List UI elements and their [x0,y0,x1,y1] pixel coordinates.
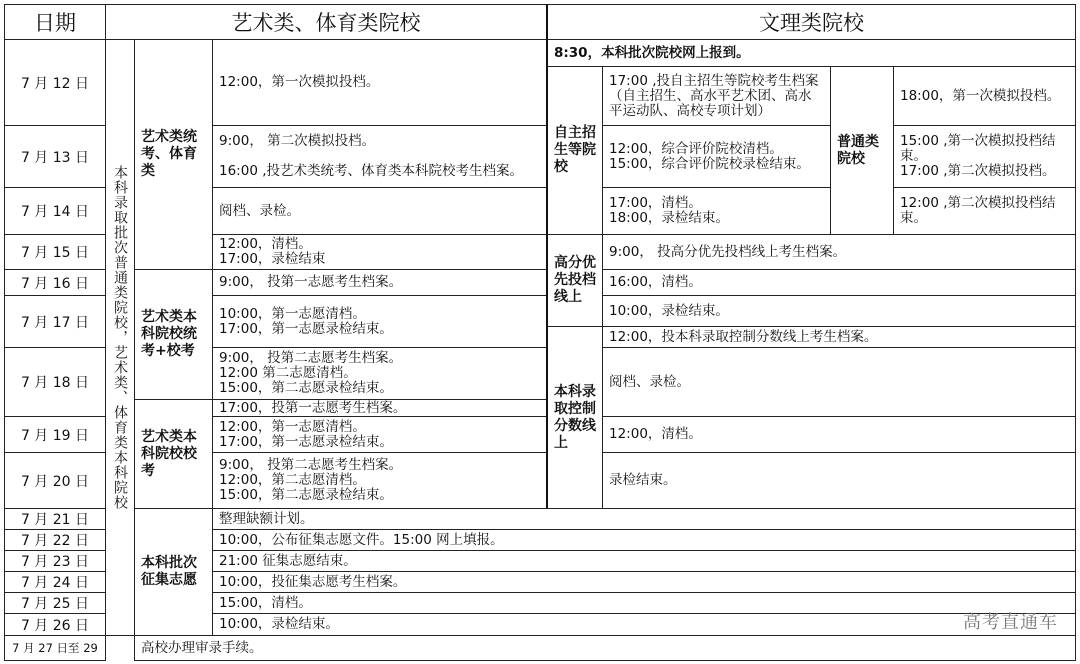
group-label-supplementary: 本科批次征集志愿 [134,508,213,636]
watermark: 高考直通车 [963,612,1058,633]
date-cell: 7 月 22 日 [4,529,106,551]
date-cell: 7 月 21 日 [4,508,106,530]
date-cell: 7 月 19 日 [4,416,106,453]
group-label-art-school-exam: 艺术类本科院校校考 [134,399,213,509]
group-label-art-unified-plus-school: 艺术类本科院校统考+校考 [134,269,213,400]
sci-kongzhi-event: 12:00，投本科录取控制分数线上考生档案。 [602,326,1076,348]
art-event: 10:00，投征集志愿考生档案。 [212,571,1076,593]
sci-kongzhi-event: 12:00，清档。 [602,416,1076,453]
art-event: 10:00，录检结束。 [212,613,1076,636]
art-event: 9:00， 投第二志愿考生档案。 12:00，第二志愿清档。 15:00，第二志愿录检结束。 [212,452,547,509]
batch-vertical-text: 本科录取批次普通类院校，艺术类、体育类本科院校 [112,165,128,510]
date-cell: 7 月 16 日 [4,269,106,296]
sci-label-zizhu: 自主招生等院校 [546,66,603,235]
date-cell: 7 月 25 日 [4,592,106,614]
date-cell: 7 月 20 日 [4,452,106,509]
sci-label-gaofen: 高分优先投档线上 [546,234,603,327]
sci-label-putong: 普通类院校 [830,66,894,235]
art-event: 12:00，清档。 17:00，录检结束 [212,234,547,270]
date-cell: 7 月 14 日 [4,187,106,235]
art-event: 阅档、录检。 [212,187,547,235]
art-event: 10:00，第一志愿清档。 17:00，第一志愿录检结束。 [212,295,547,348]
sci-putong-event: 15:00 ,第一次模拟投档结束。 17:00 ,第二次模拟投档。 [893,125,1076,188]
sci-label-kongzhi: 本科录取控制分数线上 [546,326,603,509]
art-event: 9:00， 第二次模拟投档。 16:00 ,投艺术类统考、体育类本科院校考生档案。 [212,125,547,188]
sci-gaofen-event: 16:00，清档。 [602,269,1076,296]
date-cell: 7 月 26 日 [4,613,106,636]
date-cell: 7 月 18 日 [4,347,106,417]
header-science-schools: 文理类院校 [546,4,1076,40]
group-label-art-unified: 艺术类统考、体育类 [134,39,213,270]
sci-zizhu-event: 17:00 ,投自主招生等院校考生档案（自主招生、高水平艺术团、高水平运动队、高校专项计划） [602,66,831,126]
date-cell: 7 月 15 日 [4,234,106,270]
date-cell: 7 月 23 日 [4,550,106,572]
art-event: 9:00， 投第一志愿考生档案。 [212,269,547,296]
date-cell: 7 月 24 日 [4,571,106,593]
sci-zizhu-event: 17:00，清档。 18:00，录检结束。 [602,187,831,235]
date-cell: 7 月 13 日 [4,125,106,188]
art-event: 12:00，第一次模拟投档。 [212,39,547,126]
art-event: 17:00，投第一志愿考生档案。 [212,399,547,417]
art-event: 整理缺额计划。 [212,508,1076,530]
sci-kongzhi-event: 阅档、录检。 [602,347,1076,417]
header-art-schools: 艺术类、体育类院校 [105,4,547,40]
sci-gaofen-event: 9:00， 投高分优先投档线上考生档案。 [602,234,1076,270]
art-event: 15:00，清档。 [212,592,1076,614]
art-event: 10:00，公布征集志愿文件。15:00 网上填报。 [212,529,1076,551]
sci-gaofen-event: 10:00，录检结束。 [602,295,1076,327]
date-cell: 7 月 27 日至 29 [4,635,106,661]
date-cell: 7 月 12 日 [4,39,106,126]
sci-putong-event: 18:00，第一次模拟投档。 [893,66,1076,126]
art-event: 9:00， 投第二志愿考生档案。 12:00 第二志愿清档。 15:00，第二志愿录检结束。 [212,347,547,400]
header-date: 日期 [4,4,106,40]
art-event: 高校办理审录手续。 [134,635,1076,661]
sci-zizhu-event: 12:00，综合评价院校清档。 15:00，综合评价院校录检结束。 [602,125,831,188]
art-event: 12:00，第一志愿清档。 17:00，第一志愿录检结束。 [212,416,547,453]
batch-vertical-label [105,39,135,636]
art-event: 21:00 征集志愿结束。 [212,550,1076,572]
sci-putong-event: 12:00 ,第二次模拟投档结束。 [893,187,1076,235]
sci-kongzhi-event: 录检结束。 [602,452,1076,509]
sci-top-row: 8:30，本科批次院校网上报到。 [546,39,1076,67]
date-cell: 7 月 17 日 [4,295,106,348]
